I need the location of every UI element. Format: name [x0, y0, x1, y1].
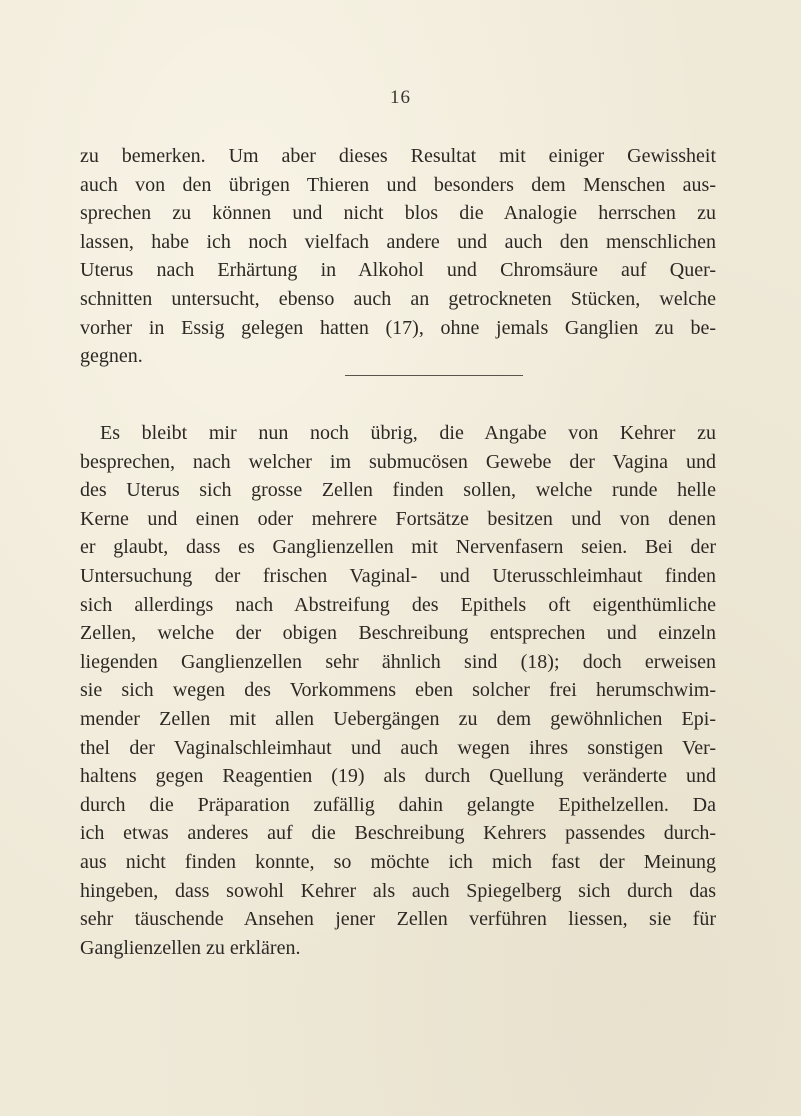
- text-line: des Uterus sich grosse Zellen finden sollen, welche runde helle: [80, 479, 716, 502]
- section-divider: [345, 375, 523, 376]
- text-line: Es bleibt mir nun noch übrig, die Angabe von Kehrer zu: [100, 422, 716, 444]
- text-line: haltens gegen Reagentien (19) als durch Quellung veränderte und: [80, 765, 716, 788]
- paragraph-2: [80, 419, 716, 962]
- paragraph-1: [80, 142, 716, 371]
- text-line: liegenden Ganglienzellen sehr ähnlich sind (18); doch erweisen: [80, 650, 716, 673]
- text-line: sie sich wegen des Vorkommens eben solcher frei herumschwim-: [80, 679, 716, 702]
- text-line: auch von den übrigen Thieren und besonders dem Menschen aus-: [80, 173, 716, 196]
- text-line: zu bemerken. Um aber dieses Resultat mit einiger Gewissheit: [80, 145, 716, 167]
- text-line: thel der Vaginalschleimhaut und auch wegen ihres sonstigen Ver-: [80, 736, 716, 759]
- text-line: Kerne und einen oder mehrere Fortsätze besitzen und von denen: [80, 507, 716, 530]
- text-line: mender Zellen mit allen Uebergängen zu dem gewöhnlichen Epi-: [80, 707, 716, 730]
- text-line: hingeben, dass sowohl Kehrer als auch Spiegelberg sich durch das: [80, 879, 716, 902]
- text-line: schnitten untersucht, ebenso auch an getrockneten Stücken, welche: [80, 287, 716, 310]
- text-line: sprechen zu können und nicht blos die Analogie herrschen zu: [80, 202, 716, 225]
- text-line: aus nicht finden konnte, so möchte ich mich fast der Meinung: [80, 850, 716, 873]
- text-line: Ganglienzellen zu erklären.: [80, 936, 301, 959]
- text-line: Zellen, welche der obigen Beschreibung entsprechen und einzeln: [80, 622, 716, 645]
- page-number: 16: [390, 87, 411, 108]
- text-line: sehr täuschende Ansehen jener Zellen verführen liessen, sie für: [80, 908, 716, 931]
- text-line: Uterus nach Erhärtung in Alkohol und Chromsäure auf Quer-: [80, 259, 716, 282]
- text-line: sich allerdings nach Abstreifung des Epithels oft eigenthümliche: [80, 593, 716, 616]
- text-line: durch die Präparation zufällig dahin gelangte Epithelzellen. Da: [80, 793, 716, 816]
- text-line: er glaubt, dass es Ganglienzellen mit Nervenfasern seien. Bei der: [80, 536, 716, 559]
- text-line: vorher in Essig gelegen hatten (17), ohne jemals Ganglien zu be-: [80, 316, 716, 339]
- text-line: ich etwas anderes auf die Beschreibung Kehrers passendes durch-: [80, 822, 716, 845]
- text-line: lassen, habe ich noch vielfach andere und auch den menschlichen: [80, 230, 716, 253]
- text-line: besprechen, nach welcher im submucösen Gewebe der Vagina und: [80, 450, 716, 473]
- text-line: gegnen.: [80, 345, 143, 368]
- text-line: Untersuchung der frischen Vaginal- und Uterusschleimhaut finden: [80, 564, 716, 587]
